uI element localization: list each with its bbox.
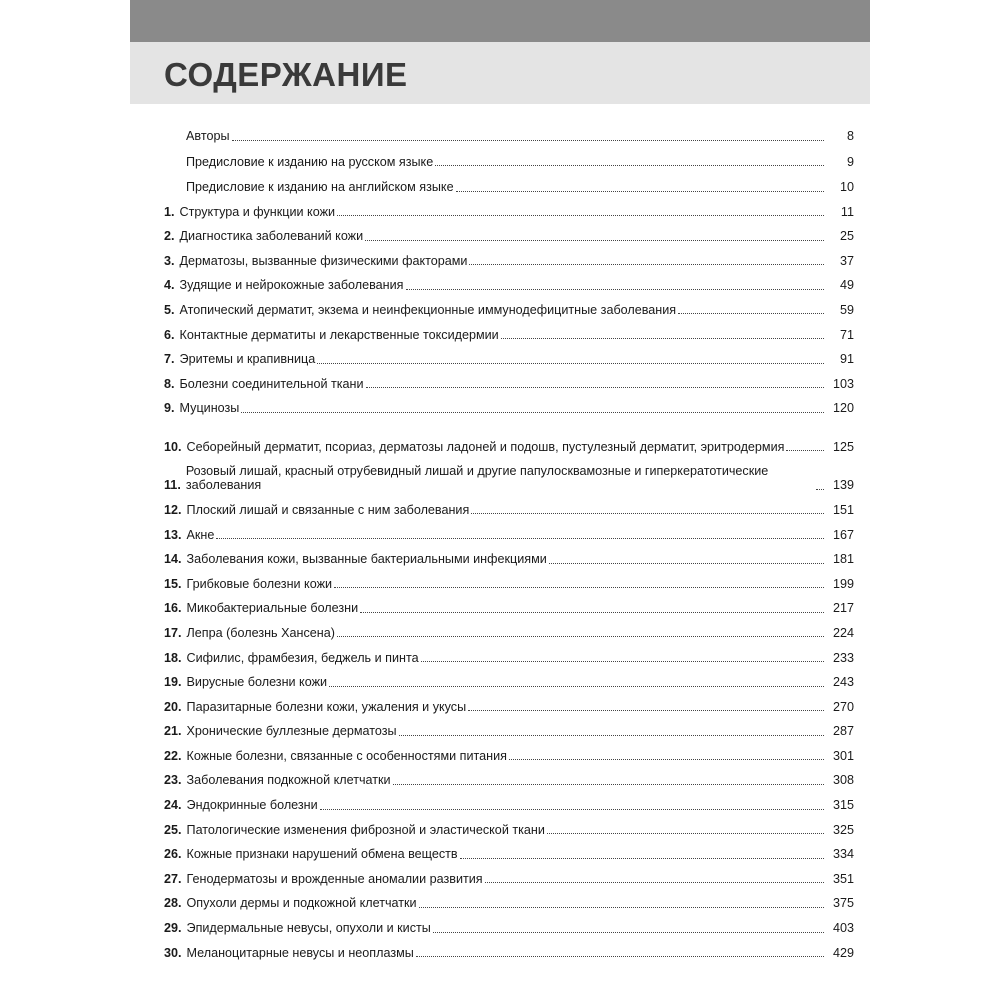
dot-leader [460, 858, 824, 859]
toc-chapter-entry [164, 542, 854, 567]
toc-chapter-entry [164, 616, 854, 641]
entry-title: Эпидермальные невусы, опухоли и кисты [186, 921, 431, 936]
dot-leader [365, 240, 824, 241]
title-band [130, 42, 870, 104]
page-number: 181 [832, 552, 854, 567]
dot-leader [816, 489, 824, 490]
chapter-number: 4. [164, 278, 175, 293]
entry-title: Болезни соединительной ткани [179, 376, 364, 391]
chapter-number: 19. [164, 675, 182, 690]
entry-title: Заболевания подкожной клетчатки [186, 773, 391, 788]
chapter-number: 26. [164, 847, 182, 862]
dot-leader [469, 264, 824, 265]
dot-leader [419, 907, 824, 908]
chapter-number: 24. [164, 798, 182, 813]
toc-chapter-entry [164, 665, 854, 690]
chapter-number: 10. [164, 439, 182, 454]
page-number: 59 [839, 302, 854, 317]
page-number: 125 [832, 439, 854, 454]
toc-chapter-entry [164, 293, 854, 318]
entry-title: Себорейный дерматит, псориаз, дерматозы ладоней и подошв, пустулезный дерматит, эритродермия [186, 439, 785, 454]
page-number: 351 [832, 871, 854, 886]
page-number: 139 [832, 478, 854, 493]
page-title: СОДЕРЖАНИЕ [164, 56, 408, 93]
entry-title: Меланоцитарные невусы и неоплазмы [186, 945, 414, 960]
dot-leader [485, 882, 824, 883]
dot-leader [320, 809, 824, 810]
page-number: 91 [839, 352, 854, 367]
entry-title: Плоский лишай и связанные с ним заболевания [186, 502, 470, 517]
page-number: 103 [832, 376, 854, 391]
toc-chapter-entry [164, 219, 854, 244]
chapter-number: 25. [164, 822, 182, 837]
dot-leader [547, 833, 824, 834]
entry-title: Эндокринные болезни [186, 798, 318, 813]
toc-chapter-entry [164, 391, 854, 416]
toc-chapter-entry [164, 342, 854, 367]
chapter-number: 13. [164, 527, 182, 542]
entry-title: Опухоли дермы и подкожной клетчатки [186, 896, 417, 911]
dot-leader [421, 661, 824, 662]
dot-leader [471, 513, 824, 514]
chapter-number: 5. [164, 302, 175, 317]
chapter-number: 16. [164, 601, 182, 616]
dot-leader [366, 387, 824, 388]
toc-chapter-entry [164, 567, 854, 592]
entry-title: Грибковые болезни кожи [186, 576, 333, 591]
dot-leader [433, 932, 824, 933]
page-number: 120 [832, 401, 854, 416]
chapter-number: 1. [164, 204, 175, 219]
chapter-number: 22. [164, 748, 182, 763]
toc-chapter-entry [164, 763, 854, 788]
toc-chapter-entry [164, 813, 854, 838]
entry-title: Вирусные болезни кожи [186, 675, 328, 690]
entry-title: Атопический дерматит, экзема и неинфекционные иммунодефицитные заболевания [179, 302, 677, 317]
dot-leader [399, 735, 824, 736]
entry-title: Предисловие к изданию на английском языке [186, 180, 454, 194]
dot-leader [435, 165, 824, 166]
entry-title: Муцинозы [179, 401, 240, 416]
page-number: 334 [832, 847, 854, 862]
dot-leader [360, 612, 824, 613]
page-number: 224 [832, 625, 854, 640]
dot-leader [501, 338, 824, 339]
entry-title: Акне [186, 527, 215, 542]
toc-chapter-entry [164, 367, 854, 392]
page-number: 301 [832, 748, 854, 763]
chapter-number: 15. [164, 576, 182, 591]
toc-chapter-entry [164, 454, 854, 493]
chapter-number: 18. [164, 650, 182, 665]
chapter-number: 8. [164, 376, 175, 391]
entry-title: Структура и функции кожи [179, 204, 336, 219]
page-number: 8 [846, 129, 854, 143]
chapter-number: 12. [164, 502, 182, 517]
page-number: 375 [832, 896, 854, 911]
page-number: 37 [839, 253, 854, 268]
dot-leader [317, 363, 824, 364]
dot-leader [393, 784, 824, 785]
page-number: 287 [832, 724, 854, 739]
dot-leader [468, 710, 824, 711]
page-number: 71 [839, 327, 854, 342]
entry-title: Зудящие и нейрокожные заболевания [179, 278, 404, 293]
page-number: 308 [832, 773, 854, 788]
toc-chapter-entry [164, 268, 854, 293]
page-number: 233 [832, 650, 854, 665]
dot-leader [416, 956, 824, 957]
entry-title: Лепра (болезнь Хансена) [186, 625, 335, 640]
toc-front-matter-entry [164, 144, 854, 170]
chapter-number: 21. [164, 724, 182, 739]
page-number: 243 [832, 675, 854, 690]
toc-chapter-entry [164, 690, 854, 715]
toc-chapter-entry [164, 788, 854, 813]
chapter-number: 6. [164, 327, 175, 342]
entry-title: Диагностика заболеваний кожи [179, 229, 364, 244]
toc-chapter-entry [164, 244, 854, 269]
chapter-number: 9. [164, 401, 175, 416]
entry-title: Эритемы и крапивница [179, 352, 316, 367]
chapter-number: 7. [164, 352, 175, 367]
toc-chapter-entry [164, 936, 854, 961]
chapter-number: 17. [164, 625, 182, 640]
page-number: 270 [832, 699, 854, 714]
page-number: 9 [846, 154, 854, 169]
chapter-number: 29. [164, 921, 182, 936]
entry-title: Заболевания кожи, вызванные бактериальными инфекциями [186, 552, 547, 567]
table-of-contents [164, 118, 854, 960]
entry-title: Розовый лишай, красный отрубевидный лишай и другие папулосквамозные и гиперкератотические заболевания [185, 463, 769, 493]
entry-title: Кожные признаки нарушений обмена веществ [186, 847, 458, 862]
page-number: 325 [832, 822, 854, 837]
page-number: 25 [839, 229, 854, 244]
entry-title: Патологические изменения фиброзной и эластической ткани [186, 822, 545, 837]
header-band [130, 0, 870, 42]
entry-title: Паразитарные болезни кожи, ужаления и укусы [186, 699, 467, 714]
page-number: 49 [839, 278, 854, 293]
entry-title: Генодерматозы и врожденные аномалии развития [186, 871, 483, 886]
toc-front-matter-entry [164, 169, 854, 195]
toc-chapter-entry [164, 862, 854, 887]
dot-leader [334, 587, 824, 588]
dot-leader [337, 636, 824, 637]
page-number: 11 [840, 204, 854, 219]
toc-chapter-entry [164, 714, 854, 739]
entry-title: Микобактериальные болезни [186, 601, 359, 616]
dot-leader [241, 412, 824, 413]
chapter-number: 20. [164, 699, 182, 714]
dot-leader [232, 140, 825, 141]
toc-chapter-entry [164, 493, 854, 518]
chapter-number: 23. [164, 773, 182, 788]
dot-leader [678, 313, 824, 314]
page-number: 217 [832, 601, 854, 616]
dot-leader [337, 215, 824, 216]
entry-title: Кожные болезни, связанные с особенностями питания [186, 748, 507, 763]
toc-chapter-entry [164, 517, 854, 542]
toc-chapter-entry [164, 640, 854, 665]
dot-leader [786, 450, 824, 451]
chapter-number: 27. [164, 871, 182, 886]
dot-leader [216, 538, 824, 539]
entry-title: Предисловие к изданию на русском языке [186, 154, 434, 169]
dot-leader [456, 191, 824, 192]
toc-chapter-entry [164, 317, 854, 342]
entry-title: Хронические буллезные дерматозы [186, 724, 397, 739]
entry-title: Дерматозы, вызванные физическими факторами [179, 253, 468, 268]
page-number: 315 [832, 798, 854, 813]
chapter-number: 30. [164, 945, 182, 960]
chapter-number: 11. [164, 478, 181, 493]
toc-chapter-entry [164, 911, 854, 936]
entry-title: Контактные дерматиты и лекарственные токсидермии [179, 327, 499, 342]
toc-chapter-entry [164, 886, 854, 911]
entry-title: Авторы [186, 129, 230, 143]
toc-chapter-entry [164, 739, 854, 764]
toc-front-matter-entry [164, 118, 854, 144]
dot-leader [406, 289, 825, 290]
dot-leader [329, 686, 824, 687]
page-number: 167 [832, 527, 854, 542]
page-number: 10 [839, 180, 854, 194]
chapter-number: 2. [164, 229, 175, 244]
toc-chapter-entry [164, 837, 854, 862]
page-number: 429 [832, 945, 854, 960]
toc-chapter-entry [164, 416, 854, 455]
dot-leader [509, 759, 824, 760]
dot-leader [549, 563, 824, 564]
entry-title: Сифилис, фрамбезия, беджель и пинта [186, 650, 419, 665]
page-number: 403 [832, 921, 854, 936]
chapter-number: 3. [164, 253, 175, 268]
page-number: 199 [832, 576, 854, 591]
page-number: 151 [832, 502, 854, 517]
toc-chapter-entry [164, 195, 854, 220]
book-page [130, 0, 870, 1000]
chapter-number: 28. [164, 896, 182, 911]
toc-chapter-entry [164, 591, 854, 616]
chapter-number: 14. [164, 552, 182, 567]
